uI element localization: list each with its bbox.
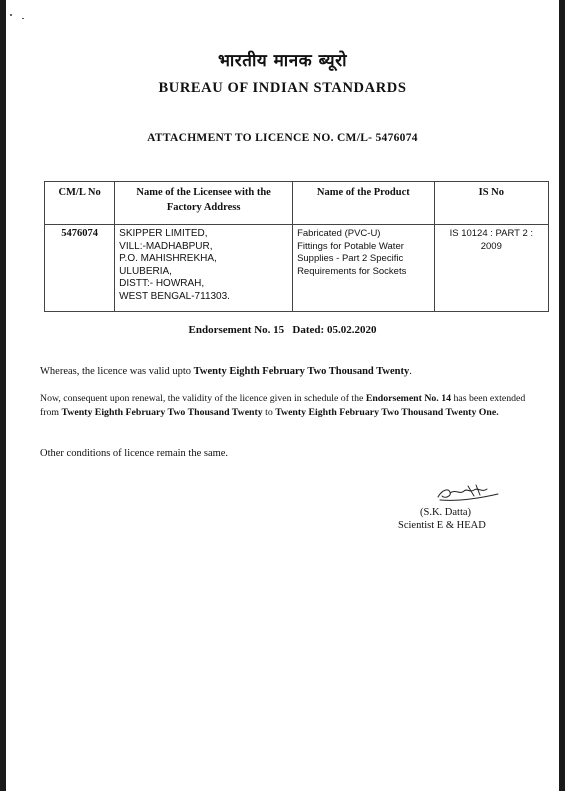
product-line: Fittings for Potable Water [297,240,404,252]
address-line: SKIPPER LIMITED, [119,228,208,239]
address-line: VILL:-MADHABPUR, [119,240,213,252]
licence-table [44,181,549,312]
cell-product [293,225,435,312]
address-line: DISTT:- HOWRAH, [119,278,205,289]
header-cml-no: CM/L No [45,182,115,225]
endorsement-number: Endorsement No. 15 [188,324,285,336]
address-line: WEST BENGAL-711303. [119,290,230,302]
attachment-title: ATTACHMENT TO LICENCE NO. CM/L- 5476074 [147,132,418,144]
hindi-title: भारतीय मानक ब्यूरो [217,51,348,71]
document-page [6,0,559,791]
signatory-name: (S.K. Datta) [420,507,472,518]
p2-text-a: Now, consequent upon renewal, the validity of the licence given in schedule of the [40,393,364,404]
product-line: Requirements for Sockets [297,265,407,277]
cell-cml-no: 5476074 [45,225,115,312]
endorsement-line [6,324,559,336]
handwritten-signature [432,481,512,503]
paragraph-renewal [40,392,546,419]
p2-bold-from: Twenty Eighth February Two Thousand Twenty [61,406,263,418]
p1-text: Whereas, the licence was valid upto [40,366,192,377]
table-header-row [45,182,549,225]
endorsement-date: Dated: 05.02.2020 [292,324,377,336]
bureau-title: BUREAU OF INDIAN STANDARDS [158,80,407,96]
table-row [45,225,549,312]
header-is-no: IS No [434,182,548,225]
header-licensee: Name of the Licensee with the Factory Address [115,182,293,225]
p2-text-c: to [265,406,273,418]
cell-is-no: IS 10124 : PART 2 : 2009 [434,225,548,312]
p1-end: . [409,366,412,377]
paragraph-validity [40,365,546,379]
product-line: Fabricated (PVC-U) [297,228,381,239]
cell-address [115,225,293,312]
signatory-title: Scientist E & HEAD [398,520,486,531]
p1-bold-date: Twenty Eighth February Two Thousand Twenty [193,366,410,377]
p2-bold-endorsement: Endorsement No. 14 [365,393,452,404]
scan-speck [22,18,24,19]
header-product: Name of the Product [293,182,435,225]
address-line: ULUBERIA, [119,265,172,277]
scan-speck [10,14,12,16]
product-line: Supplies - Part 2 Specific [297,253,404,264]
address-line: P.O. MAHISHREKHA, [119,253,217,264]
paragraph-conditions: Other conditions of licence remain the same. [40,448,229,459]
p2-bold-to: Twenty Eighth February Two Thousand Twenty One. [275,406,499,418]
p2-text-b: has been extended from [40,393,526,418]
